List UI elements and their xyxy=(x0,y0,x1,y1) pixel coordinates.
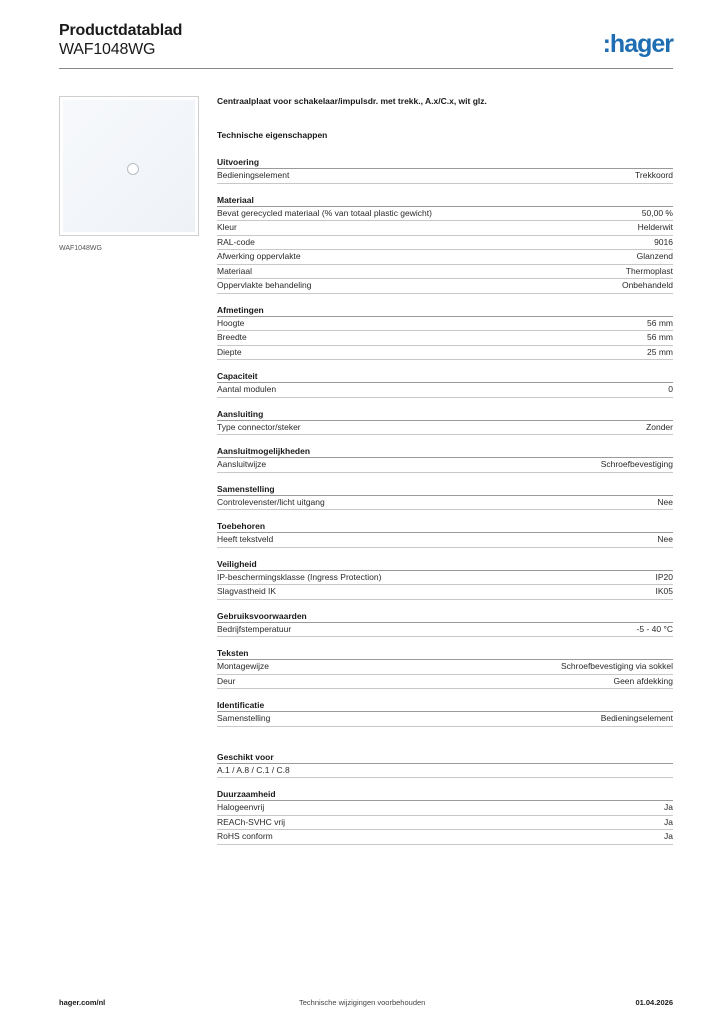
spec-value: -5 - 40 °C xyxy=(636,623,673,634)
spec-group xyxy=(217,610,673,638)
spec-value: 56 mm xyxy=(647,332,673,342)
spec-label: Slagvastheid IK xyxy=(217,586,277,596)
spec-group xyxy=(217,647,673,689)
spec-row xyxy=(217,383,673,398)
spec-group xyxy=(217,156,673,184)
spec-label: IP-beschermingsklasse (Ingress Protection) xyxy=(217,571,382,582)
spec-row xyxy=(217,712,673,727)
spec-group xyxy=(217,370,673,398)
spec-value: 50,00 % xyxy=(641,207,673,218)
spec-value: 56 mm xyxy=(647,317,673,328)
spec-label: Bevat gerecycled materiaal (% van totaal plastic gewicht) xyxy=(217,207,432,218)
spec-group-heading: Aansluitmogelijkheden xyxy=(217,445,673,458)
spec-row xyxy=(217,675,673,690)
spec-label: Hoogte xyxy=(217,317,245,328)
spec-row xyxy=(217,236,673,251)
spec-group-heading: Afmetingen xyxy=(217,304,673,317)
spec-label: Breedte xyxy=(217,332,247,342)
spec-group-heading: Identificatie xyxy=(217,699,673,712)
spec-row xyxy=(217,623,673,638)
spec-value: Ja xyxy=(664,816,673,827)
spec-row xyxy=(217,801,673,816)
spec-group-heading: Teksten xyxy=(217,647,673,660)
spec-label: Oppervlakte behandeling xyxy=(217,280,312,290)
spec-label: Aantal modulen xyxy=(217,384,277,394)
spec-row xyxy=(217,317,673,332)
spec-value: Glanzend xyxy=(636,251,673,261)
spec-group xyxy=(217,520,673,548)
spec-group-heading: Uitvoering xyxy=(217,156,673,169)
spec-label: Type connector/steker xyxy=(217,421,301,432)
spec-label: Diepte xyxy=(217,346,242,357)
spec-section-title: Technische eigenschappen xyxy=(217,130,328,140)
spec-group-heading: Toebehoren xyxy=(217,520,673,533)
spec-label: Aansluitwijze xyxy=(217,459,267,469)
spec-value: Helderwit xyxy=(637,222,673,232)
spec-row xyxy=(217,421,673,436)
spec-row xyxy=(217,458,673,473)
spec-group-heading: Duurzaamheid xyxy=(217,788,673,801)
spec-label: Materiaal xyxy=(217,265,252,276)
spec-row xyxy=(217,764,673,779)
spec-value: Geen afdekking xyxy=(613,675,673,686)
spec-row xyxy=(217,585,673,600)
header-divider xyxy=(59,68,673,69)
footer-website: hager.com/nl xyxy=(59,998,106,1007)
product-image xyxy=(59,96,199,236)
spec-row xyxy=(217,830,673,845)
spec-group xyxy=(217,194,673,294)
page-header xyxy=(59,22,673,68)
spec-row xyxy=(217,250,673,265)
spec-row xyxy=(217,660,673,675)
spec-group xyxy=(217,304,673,361)
hager-logo: :hager xyxy=(602,30,673,58)
spec-label: Kleur xyxy=(217,222,237,232)
spec-label: RAL-code xyxy=(217,236,255,247)
spec-group xyxy=(217,558,673,600)
document-title: Productdatablad xyxy=(59,22,183,39)
spec-label: Bedieningselement xyxy=(217,170,290,180)
spec-row xyxy=(217,571,673,586)
spec-label: Deur xyxy=(217,675,236,686)
spec-label: Montagewijze xyxy=(217,661,269,671)
spec-row xyxy=(217,279,673,294)
spec-group-heading: Gebruiksvoorwaarden xyxy=(217,610,673,623)
spec-value: Ja xyxy=(664,831,673,841)
spec-groups xyxy=(217,156,673,727)
spec-row xyxy=(217,331,673,346)
suitable-for-section xyxy=(217,751,673,779)
spec-group-heading: Samenstelling xyxy=(217,483,673,496)
spec-value: Bedieningselement xyxy=(600,713,673,723)
spec-group xyxy=(217,699,673,727)
spec-label: RoHS conform xyxy=(217,831,273,841)
spec-group xyxy=(217,483,673,511)
spec-value: Zonder xyxy=(646,421,673,432)
footer-note: Technische wijzigingen voorbehouden xyxy=(299,998,426,1007)
spec-group-heading: Materiaal xyxy=(217,194,673,207)
footer-date: 01.04.2026 xyxy=(635,998,673,1007)
product-code: WAF1048WG xyxy=(59,41,156,58)
spec-label: Bedrijfstemperatuur xyxy=(217,623,292,634)
spec-group-heading: Geschikt voor xyxy=(217,751,673,764)
sustainability-section xyxy=(217,788,673,845)
spec-value: 0 xyxy=(668,384,673,394)
spec-value: Ja xyxy=(664,802,673,812)
spec-label: Controlevenster/licht uitgang xyxy=(217,496,325,507)
spec-label: Afwerking oppervlakte xyxy=(217,251,301,261)
spec-group xyxy=(217,408,673,436)
spec-label: Heeft tekstveld xyxy=(217,534,274,544)
spec-value: Trekkoord xyxy=(635,170,673,180)
spec-value: Nee xyxy=(657,534,673,544)
spec-value: IP20 xyxy=(655,571,673,582)
spec-row xyxy=(217,496,673,511)
spec-value: Schroefbevestiging via sokkel xyxy=(561,661,673,671)
spec-value: IK05 xyxy=(655,586,673,596)
product-description: Centraalplaat voor schakelaar/impulsdr. met trekk., A.x/C.x, wit glz. xyxy=(217,96,487,106)
spec-row xyxy=(217,169,673,184)
spec-group xyxy=(217,751,673,779)
spec-value: Schroefbevestiging xyxy=(600,459,673,469)
spec-row xyxy=(217,533,673,548)
spec-value: 9016 xyxy=(654,236,673,247)
spec-group xyxy=(217,788,673,845)
central-plate-graphic xyxy=(63,100,195,232)
spec-group xyxy=(217,445,673,473)
spec-group-heading: Aansluiting xyxy=(217,408,673,421)
spec-value: Onbehandeld xyxy=(621,280,673,290)
image-caption: WAF1048WG xyxy=(59,245,102,252)
spec-label: REACh-SVHC vrij xyxy=(217,816,286,827)
spec-label: Halogeenvrij xyxy=(217,802,265,812)
spec-content xyxy=(217,96,673,855)
spec-row xyxy=(217,221,673,236)
spec-group-heading: Veiligheid xyxy=(217,558,673,571)
page-footer xyxy=(59,998,673,1010)
spec-value: Thermoplast xyxy=(625,265,673,276)
spec-value: 25 mm xyxy=(647,346,673,357)
pull-cord-hole xyxy=(127,163,139,175)
spec-row xyxy=(217,816,673,831)
spec-row xyxy=(217,265,673,280)
spec-label: Samenstelling xyxy=(217,713,271,723)
spec-row xyxy=(217,346,673,361)
spec-group-heading: Capaciteit xyxy=(217,370,673,383)
spec-value: Nee xyxy=(657,496,673,507)
spec-label: A.1 / A.8 / C.1 / C.8 xyxy=(217,764,290,775)
spec-row xyxy=(217,207,673,222)
